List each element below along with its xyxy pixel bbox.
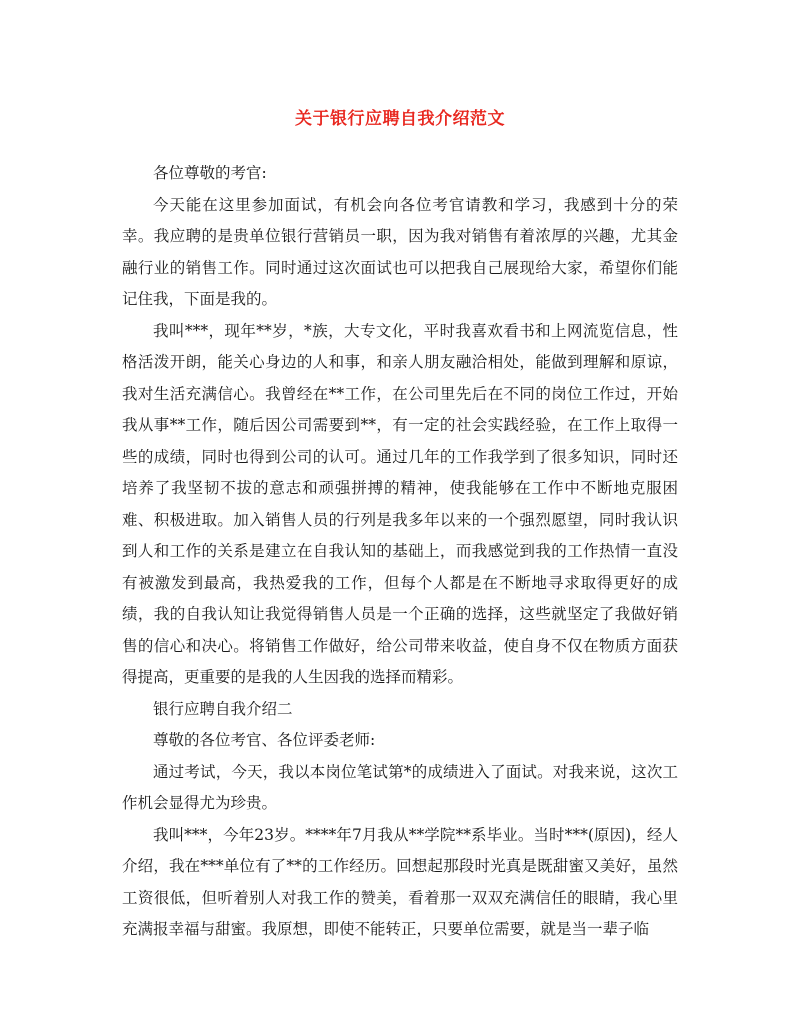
document-body bbox=[122, 158, 678, 946]
paragraph-exam-result: 通过考试，今天，我以本岗位笔试第*的成绩进入了面试。对我来说，这次工作机会显得尤为珍贵。 bbox=[122, 762, 678, 812]
document-title: 关于银行应聘自我介绍范文 bbox=[295, 109, 505, 129]
paragraph-greeting-two: 尊敬的各位考官、各位评委老师: bbox=[153, 731, 376, 749]
paragraph-intro: 今天能在这里参加面试，有机会向各位考官请教和学习，我感到十分的荣幸。我应聘的是贵单位银行营销员一职，因为我对销售有着浓厚的兴趣，尤其金融行业的销售工作。同时通过这次面试也可以把我自己展现给大家，希望你们能记住我，下面是我的。 bbox=[122, 195, 678, 308]
paragraph-self-description: 我叫***，现年**岁，*族，大专文化，平时我喜欢看书和上网流览信息，性格活泼开朗，能关心身边的人和事，和亲人朋友融洽相处，能做到理解和原谅，我对生活充满信心。我曾经在**工作，在公司里先后在不同的岗位工作过，开始我从事**工作，随后因公司需要到**，有一定的社会实践经验，在工作上取得一些的成绩，同时也得到公司的认可。通过几年的工作我学到了很多知识，同时还培养了我坚韧不拔的意志和顽强拼搏的精神，使我能够在工作中不断地克服困难、积极进取。加入销售人员的行列是我多年以来的一个强烈愿望，同时我认识到人和工作的关系是建立在自我认知的基础上，而我感觉到我的工作热情一直没有被激发到最高，我热爱我的工作，但每个人都是在不断地寻求取得更好的成绩，我的自我认知让我觉得销售人员是一个正确的选择，这些就坚定了我做好销售的信心和决心。将销售工作做好，给公司带来收益，使自身不仅在物质方面获得提高，更重要的是我的人生因我的选择而精彩。 bbox=[122, 321, 678, 686]
paragraph-greeting: 各位尊敬的考官: bbox=[153, 164, 267, 182]
section-heading-two: 银行应聘自我介绍二 bbox=[153, 699, 293, 718]
paragraph-work-history: 我叫***，今年23岁。****年7月我从**学院**系毕业。当时***(原因)，经人介绍，我在***单位有了**的工作经历。回想起那段时光真是既甜蜜又美好，虽然工资很低，但听着别人对我工作的赞美，看着那一双双充满信任的眼睛，我心里充满报幸福与甜蜜。我原想，即使不能转正，只要单位需要，就是当一辈子临 bbox=[122, 825, 678, 938]
